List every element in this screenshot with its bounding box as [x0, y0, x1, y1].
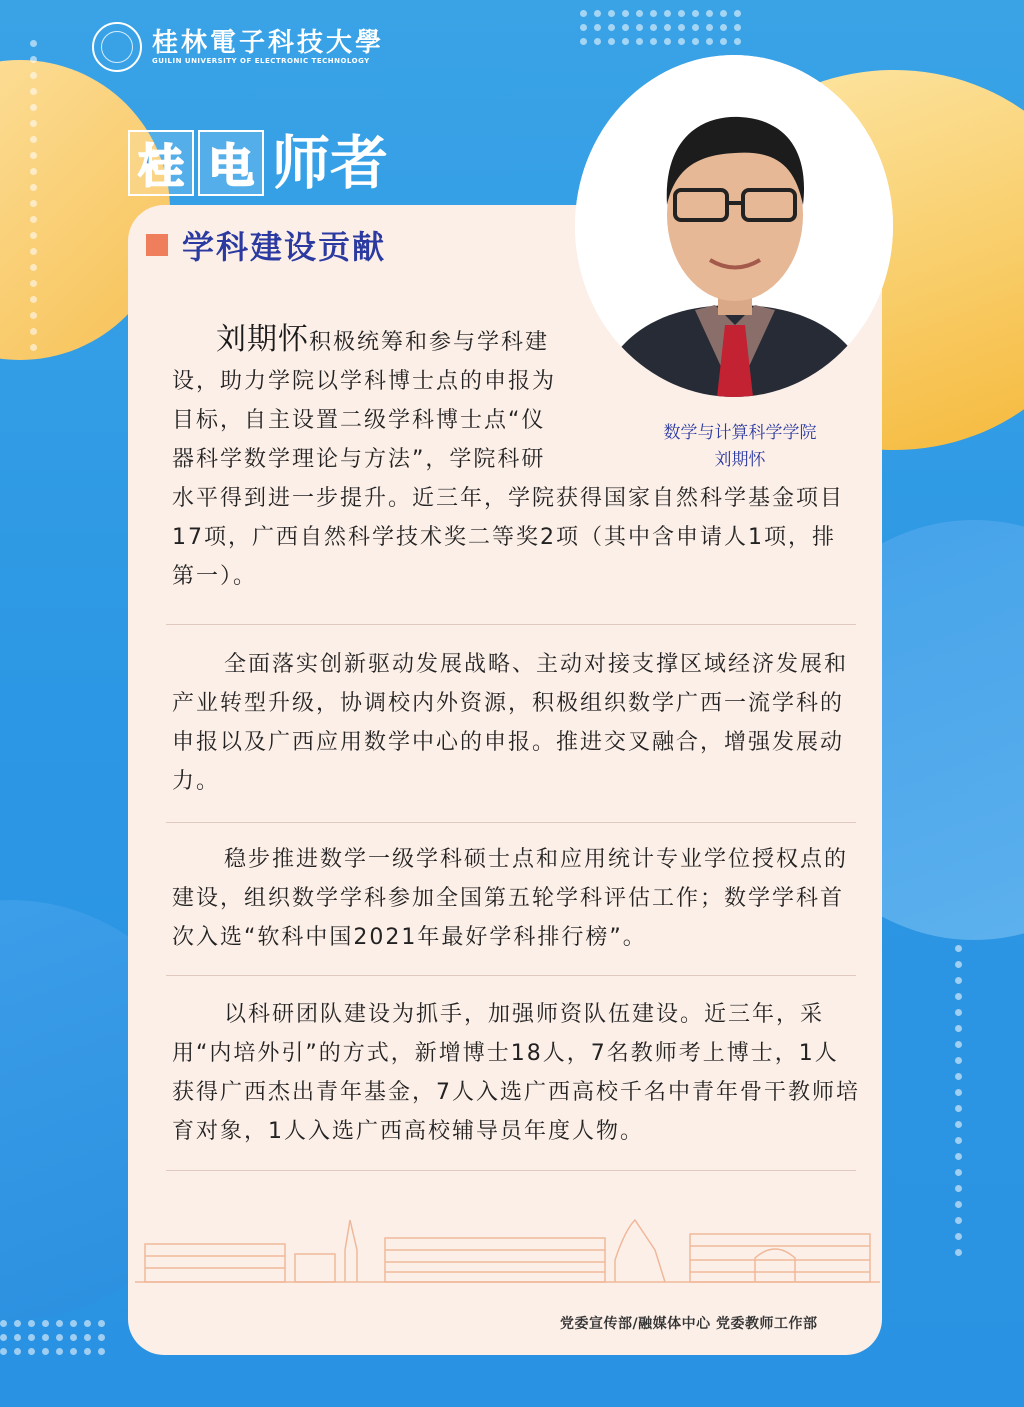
banner-boxed-char: 桂	[128, 130, 194, 196]
decor-dot	[636, 24, 643, 31]
decor-dot	[650, 10, 657, 17]
decor-dot	[28, 1348, 35, 1355]
decor-dot	[30, 216, 37, 223]
decor-dot	[70, 1320, 77, 1327]
decor-dot	[30, 56, 37, 63]
paragraph-1-rest: 水平得到进一步提升。近三年，学院获得国家自然科学基金项目17项，广西自然科学技术奖二等奖2项（其中含申请人1项，排第一）。	[172, 486, 845, 589]
decor-dot	[706, 24, 713, 31]
decor-dot	[955, 1089, 962, 1096]
banner-boxed-char: 电	[198, 130, 264, 196]
decor-dot	[30, 200, 37, 207]
decor-dot	[955, 977, 962, 984]
decor-dot	[56, 1348, 63, 1355]
paragraph-1	[172, 320, 852, 596]
decor-dot	[14, 1320, 21, 1327]
profile-name: 刘期怀	[714, 450, 766, 470]
decor-dot	[678, 38, 685, 45]
decor-dot	[664, 24, 671, 31]
decor-dot	[720, 10, 727, 17]
decor-dot	[28, 1334, 35, 1341]
paragraph-1-line1: 积极统筹和参与学科建	[309, 330, 550, 355]
decor-dot	[580, 24, 587, 31]
decor-dot	[650, 24, 657, 31]
decor-dot	[0, 1348, 7, 1355]
decor-dot	[955, 1153, 962, 1160]
divider	[166, 1170, 856, 1171]
decor-dot	[678, 10, 685, 17]
decor-dot	[42, 1334, 49, 1341]
decor-dot	[955, 945, 962, 952]
decor-dot	[692, 38, 699, 45]
decor-dot	[30, 296, 37, 303]
decor-dot	[955, 1009, 962, 1016]
university-name-en: GUILIN UNIVERSITY OF ELECTRONIC TECHNOLOGY	[152, 57, 370, 65]
paragraph-1-name: 刘期怀	[216, 322, 309, 357]
decor-dot	[594, 10, 601, 17]
decor-dot	[678, 24, 685, 31]
decor-dot	[70, 1348, 77, 1355]
decor-dot	[56, 1320, 63, 1327]
decor-dot	[955, 1121, 962, 1128]
decor-dot	[580, 38, 587, 45]
decor-dot	[84, 1348, 91, 1355]
decor-dot	[734, 38, 741, 45]
decor-dot	[30, 120, 37, 127]
decor-dot	[84, 1334, 91, 1341]
decor-dot	[720, 38, 727, 45]
decor-dot	[30, 104, 37, 111]
decor-dot	[98, 1320, 105, 1327]
decor-dot	[30, 40, 37, 47]
decor-dot	[692, 24, 699, 31]
decor-dot	[70, 1334, 77, 1341]
decor-dot	[734, 24, 741, 31]
decor-dot	[955, 1201, 962, 1208]
decor-dot	[30, 184, 37, 191]
decor-dot	[955, 1169, 962, 1176]
decor-dot	[30, 264, 37, 271]
divider	[166, 822, 856, 823]
paragraph-3: 稳步推进数学一级学科硕士点和应用统计专业学位授权点的建设，组织数学学科参加全国第五轮学科评估工作；数学学科首次入选“软科中国2021年最好学科排行榜”。	[172, 847, 849, 950]
decor-dot	[30, 232, 37, 239]
decor-dot	[955, 993, 962, 1000]
decor-dot	[14, 1334, 21, 1341]
decor-dot	[30, 88, 37, 95]
paragraph-1-line4: 器科学数学理论与方法”，学院科研	[172, 447, 546, 472]
decor-dot	[955, 1249, 962, 1256]
section-marker	[146, 234, 168, 256]
decor-dot	[734, 10, 741, 17]
decor-dot	[0, 1320, 7, 1327]
decor-dot	[664, 38, 671, 45]
decor-dot	[636, 10, 643, 17]
decor-dot	[42, 1320, 49, 1327]
decor-dot	[692, 10, 699, 17]
decor-dot	[594, 38, 601, 45]
decor-dot	[608, 38, 615, 45]
decor-dot	[56, 1334, 63, 1341]
decor-dot	[42, 1348, 49, 1355]
decor-dot	[30, 168, 37, 175]
decor-dot	[622, 38, 629, 45]
decor-dot	[664, 10, 671, 17]
decor-dot	[30, 344, 37, 351]
decor-dot	[955, 1041, 962, 1048]
decor-dot	[608, 10, 615, 17]
decor-dot	[650, 38, 657, 45]
banner-plain-text: 师者	[272, 129, 389, 197]
decor-dot	[608, 24, 615, 31]
campus-skyline-illustration	[135, 1210, 880, 1290]
decor-dot	[622, 24, 629, 31]
decor-dot	[955, 1185, 962, 1192]
decor-dot	[28, 1320, 35, 1327]
decor-dot	[30, 72, 37, 79]
decor-dot	[98, 1334, 105, 1341]
decor-dot	[30, 136, 37, 143]
decor-dot	[622, 10, 629, 17]
footer-credits: 党委宣传部/融媒体中心 党委教师工作部	[560, 1316, 818, 1332]
decor-dot	[955, 1137, 962, 1144]
university-emblem-icon	[92, 22, 142, 72]
section-header	[146, 222, 386, 268]
divider	[166, 624, 856, 625]
decor-dot	[636, 38, 643, 45]
paragraph-1-line2: 设，助力学院以学科博士点的申报为	[172, 369, 557, 394]
paragraph-1-line3: 目标，自主设置二级学科博士点“仪	[172, 408, 546, 433]
university-name-cn: 桂林電子科技大學	[152, 28, 385, 58]
decor-dot	[594, 24, 601, 31]
decor-dot	[706, 38, 713, 45]
paragraph-4: 以科研团队建设为抓手，加强师资队伍建设。近三年，采用“内培外引”的方式，新增博士18人，7名教师考上博士，1人获得广西杰出青年基金，7人入选广西高校千名中青年骨干教师培育对象，1人入选广西高校辅导员年度人物。	[172, 1002, 860, 1144]
decor-dot	[955, 1057, 962, 1064]
decor-dot	[98, 1348, 105, 1355]
decor-dot	[706, 10, 713, 17]
decor-dot	[955, 1233, 962, 1240]
decor-dot	[720, 24, 727, 31]
divider	[166, 975, 856, 976]
banner-title	[128, 130, 388, 196]
decor-dot	[955, 1073, 962, 1080]
decor-dot	[0, 1334, 7, 1341]
decor-dot	[30, 328, 37, 335]
section-title: 学科建设贡献	[182, 228, 387, 266]
decor-dot	[955, 1217, 962, 1224]
decor-dot	[14, 1348, 21, 1355]
decor-dot	[955, 961, 962, 968]
decor-dot	[580, 10, 587, 17]
decor-dot	[30, 248, 37, 255]
decor-dot	[30, 280, 37, 287]
decor-dot	[30, 312, 37, 319]
decor-dot	[30, 152, 37, 159]
university-logo	[92, 22, 384, 72]
decor-dot	[955, 1105, 962, 1112]
decor-dot	[84, 1320, 91, 1327]
decor-dot	[955, 1025, 962, 1032]
paragraph-2: 全面落实创新驱动发展战略、主动对接支撑区域经济发展和产业转型升级，协调校内外资源，积极组织数学广西一流学科的申报以及广西应用数学中心的申报。推进交叉融合，增强发展动力。	[172, 652, 849, 794]
profile-department: 数学与计算科学学院	[663, 423, 817, 443]
